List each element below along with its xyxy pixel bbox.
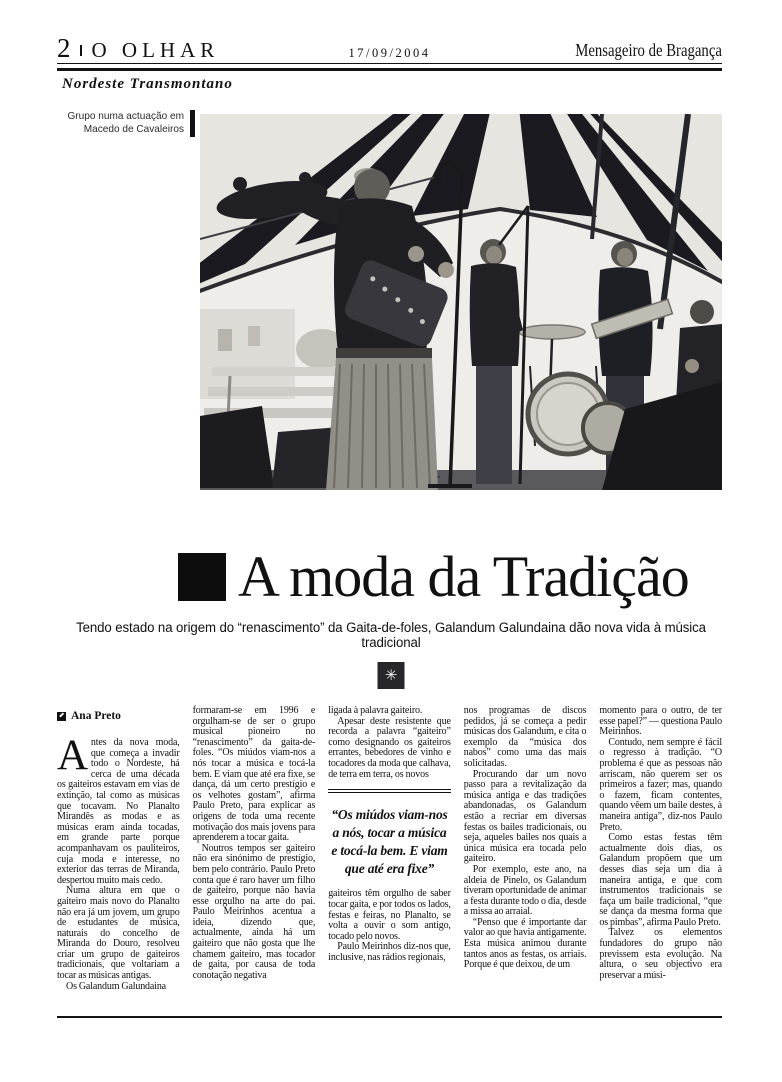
column-1 — [57, 706, 180, 992]
paragraph: “Penso que é importante dar valor ao que havia antigamente. Esta música animou durante tantos anos as festas, os arriais. Porque é que deixou, de um — [463, 916, 587, 971]
paragraph: Como estas festas têm actualmente dois dias, os Galandum propõem que um desses dias seja um dia à maneira antiga, e que com instrumentos tradicionais se faça um baile tradicional, “que se dança da mesma forma que os pimbas”, afirma Paulo Preto. — [599, 832, 722, 928]
paragraph: nos programas de discos pedidos, já se começa a pedir músicas dos Galandum, e cita o exemplo da “música dos nabos” como uma das mais solicitadas. — [463, 705, 587, 769]
paragraph: Apesar deste resistente que recorda a palavra “gaiteiro” como designando os gaiteiros errantes, bebedores de vinho e tocadores da moda que calhava, de terra em terra, os novos — [328, 715, 451, 780]
paragraph: momento para o outro, de ter esse papel?” — questiona Paulo Meirinhos. — [599, 705, 722, 738]
headline-square — [178, 553, 226, 601]
article-body — [57, 706, 722, 992]
drop-cap: A — [57, 732, 88, 779]
pull-quote: “Os miúdos viam-nos a nós, tocar a música e tocá-la bem. E viam que até era fixe” — [328, 789, 451, 881]
section-title: O OLHAR — [91, 38, 220, 62]
column-2 — [193, 706, 316, 992]
ornament-icon: ✳ — [378, 662, 405, 689]
paragraph: gaiteiros têm orgulho de saber tocar gaita, e por todos os lados, festas e feiras, no Planalto, se volta a ouvir o som antigo, tocado pelo novos. — [328, 888, 451, 942]
paragraph: Por exemplo, este ano, na aldeia de Pinelo, os Galandum tiveram oportunidade de animar a festa durante todo o dia, desde a missa ao arraial. — [463, 863, 587, 918]
photo-caption-block — [57, 110, 195, 137]
paragraph: formaram-se em 1996 e orgulham-se de ser o grupo musical pioneiro no “renascimento” da gaita-de-foles. “Os miúdos viam-nos a nós tocar a música e tocá-la bem. E viam que até era fixe, se dança, dá um certo prestígio e os velhotes gostam”, afirma Paulo Preto, para explicar as origens de toda uma recente motivação dos mais jovens para aprenderem a tocar gaita. — [192, 705, 316, 844]
paragraph: ligada à palavra gaiteiro. — [328, 705, 423, 716]
issue-date: 17/09/2004 — [348, 46, 431, 60]
paragraph-text: ntes da nova moda, que começa a invadir todo o Nordeste, há cerca de uma década os gaiteiros estavam em vias de extinção, tal como as músicas que tocavam. No Planalto Mirandês as modas e as músicas eram ainda tocadas, em grande parte porque acompanhavam os pauliteiros, cuja moda e interesse, no exterior das terras de Miranda, despertou muito mais cedo. — [57, 737, 180, 886]
paragraph: Talvez os elementos fundadores do grupo não previssem esta evolução. Na altura, o seu objectivo era preservar a músi- — [599, 927, 722, 981]
subheadline: Tendo estado na origem do “renascimento” da Gaita-de-foles, Galandum Galundaina dão nova vida à música tradicional — [76, 620, 706, 650]
kicker: Nordeste Transmontano — [62, 76, 233, 92]
newspaper-name: Mensageiro de Bragança — [575, 40, 722, 60]
headline — [178, 546, 689, 608]
paragraph: Paulo Meirinhos diz-nos que, inclusive, nas rádios regionais, — [328, 941, 451, 963]
paragraph: Noutros tempos ser gaiteiro não era sinónimo de prestígio, bem pelo contrário. Paulo Preto conta que é raro haver um filho de gaiteiro, porque não havia esse orgulho na arte do pai. Paulo Meirinhos acentua a ideia, dizendo que, actualmente, ainda há um gaiteiro que não gosta que lhe chamem gaiteiro, mas tocador de gaita, por causa de toda conotação negativa — [192, 842, 316, 981]
byline-author: Ana Preto — [71, 710, 121, 722]
masthead — [57, 34, 722, 64]
masthead-rule — [57, 63, 722, 71]
paragraph: Numa altura em que o gaiteiro mais novo do Planalto não era já um jovem, um grupo de estudantes de música, naturais do concelho de Miranda do Douro, resolveu criar um grupo de gaiteiros tradicionais, que voltariam a tocar as músicas antigas. — [57, 885, 180, 982]
caption-bar — [190, 110, 195, 137]
paragraph: Os Galandum Galundaina — [66, 980, 166, 992]
paragraph: Contudo, nem sempre é fácil o regresso à tradição. “O problema é que as pessoas não arriscam, não querem ser os primeiros a fazer; mas, quando o fazem, ficam contentes, quando vêem um baile destes, à maneira antiga”, diz-nos Paulo Preto. — [599, 736, 722, 833]
byline — [57, 710, 180, 722]
column-4 — [464, 706, 587, 992]
column-3 — [328, 706, 451, 992]
paragraph — [57, 732, 180, 886]
masthead-tick — [80, 45, 82, 56]
headline-text: A moda da Tradição — [238, 544, 689, 609]
photo-caption: Grupo numa actuação em Macedo de Cavaleiros — [67, 110, 184, 136]
bottom-rule — [57, 1016, 722, 1018]
pen-square-icon — [57, 712, 66, 721]
page-number: 2 — [57, 33, 71, 63]
column-5 — [599, 706, 722, 992]
paragraph: Procurando dar um novo passo para a revitalização da música antiga e das tradições abandonadas, os Galandum estão a recriar em diversas festas os bailes tradicionais, ou seja, aqueles bailes nos quais a única música era tocada pelo gaiteiro. — [463, 768, 587, 865]
stage-photo-illustration — [200, 114, 722, 490]
stage-photo — [200, 114, 722, 490]
